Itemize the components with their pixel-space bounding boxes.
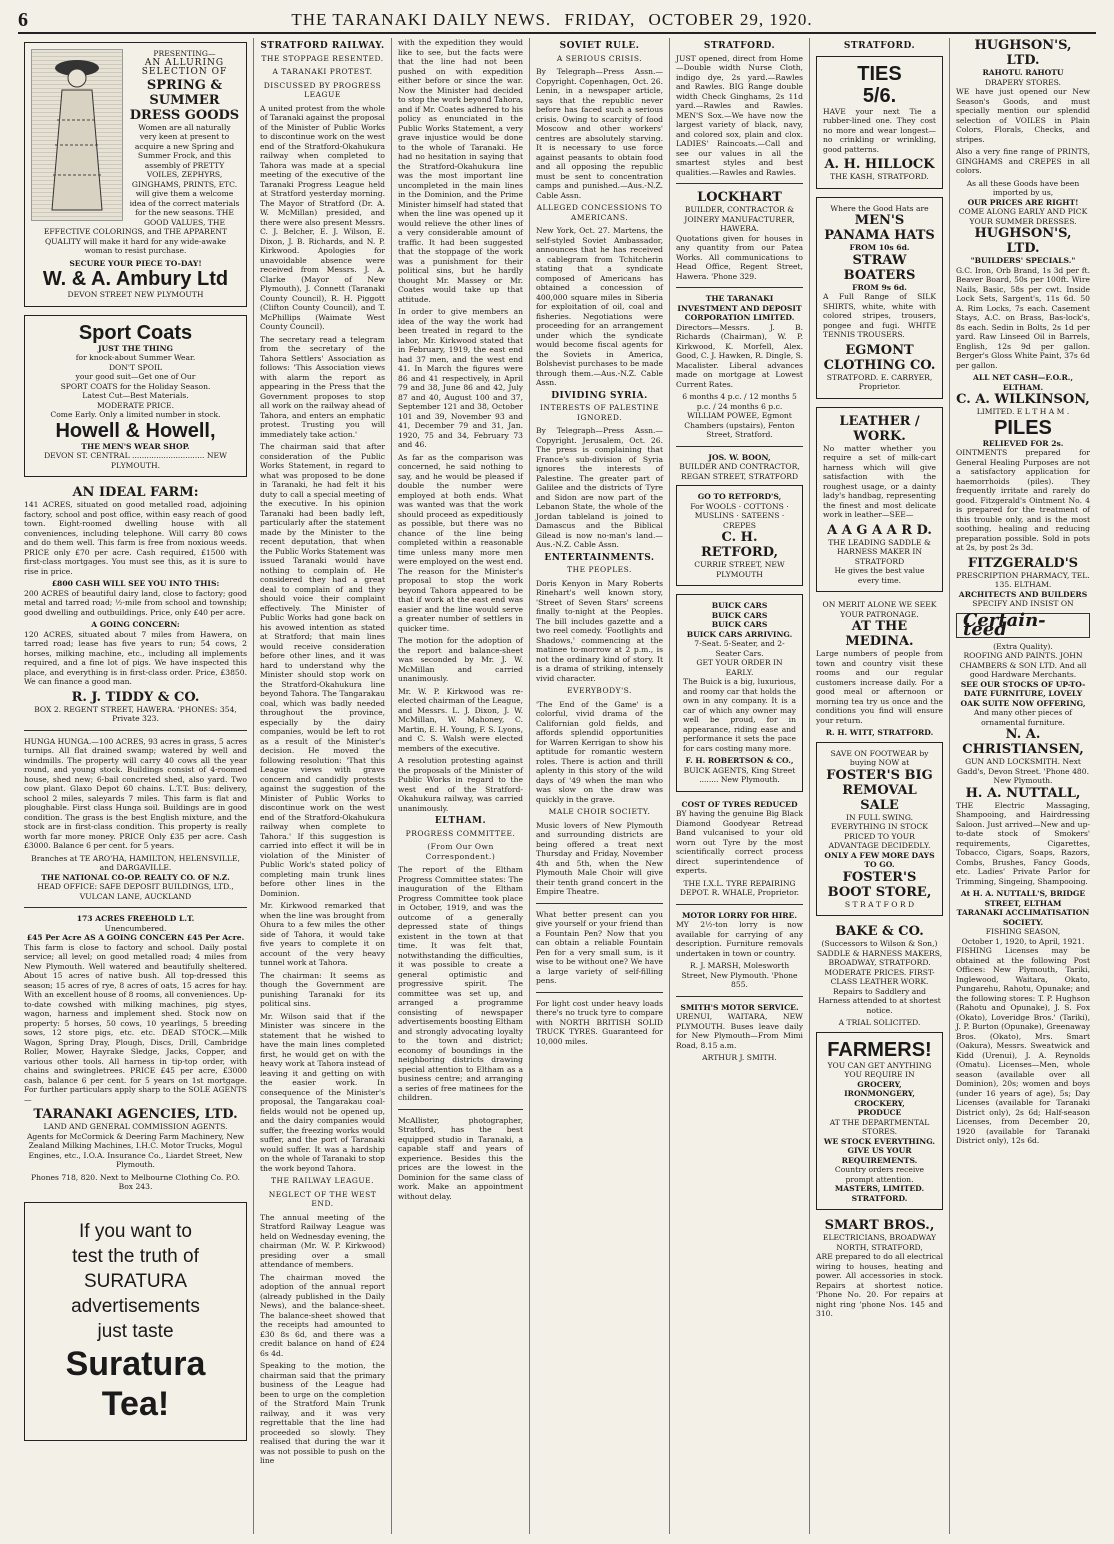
column-7	[950, 38, 1096, 1534]
retford-ad	[676, 485, 803, 586]
acres-agency: TARANAKI AGENCIES, LTD.	[33, 1107, 238, 1122]
foster-body: IN FULL SWING. EVERYTHING IN STOCK PRICED TO YOUR ADVANTAGE DECIDEDLY.	[828, 812, 931, 850]
hughson-prints: Also a very fine range of PRINTS, GINGHAMS and CREPES in all colors.	[956, 147, 1090, 175]
everybodys-title: EVERYBODY'S.	[567, 686, 632, 695]
smart-body: ARE prepared to do all electrical wiring to houses, heating and power. All accessories in stock. Repairs at shortest notice. 'Phone No. 20. For repairs at night ring 'phone Nos. 145 and 310.	[816, 1252, 943, 1318]
farm-p1: 141 ACRES, situated on good metalled road, adjoining factory, school and post office, within easy reach of good town. Eight-roomed dwelling house with all conveniences, including telephone. Will carry 80 cows and do them well. This farm is free from noxious weeds. PRICE only £70 per acre. Cash required, £1500 with first-class mortgages. You must see this, as it is sure to rise in price.	[24, 500, 247, 576]
syria-body: By Telegraph—Press Assn.—Copyright. Jerusalem, Oct. 26. The press is complaining that France's sub-division of Syria ignores the interests of Palestine. The greater part of Galilee and the districts of Tyre and Sidon are now part of the Lebanon State, the whole of the Jordan tableland is joined to Damascus and the Biblical Gilead is now no-man's land.—Aus.-N.Z. Cable Assn.	[536, 426, 663, 549]
hillock-sub: THE KASH, STRATFORD.	[830, 172, 929, 181]
medina-body: Large numbers of people from town and country visit these rooms and our regular customers increase daily. For a good meal or afternoon or morning tea try us once and the conditions you find will ensure your return.	[816, 649, 943, 725]
ambury-name: W. & A. Ambury Ltd	[42, 268, 229, 290]
sport-line3: DON'T SPOIL	[108, 362, 163, 372]
robertson-name: F. H. ROBERTSON & CO.,	[685, 756, 794, 765]
piles-body: OINTMENTS prepared for General Healing Purposes are not a satisfactory application for haemorrhoids (piles). They frequently irritate and rarely do good. Fitzgerald's Ointment No. 4 is prepared for the treatment of this trouble only, and is the most soothing, healing and reducing preparation possible. Sold in pots at 2s, by post 2s 3d.	[956, 448, 1090, 552]
straw-title: STRAW BOATERS	[843, 252, 916, 283]
mail-title: SMITH'S MOTOR SERVICE.	[680, 1002, 799, 1012]
hats-where: Where the Good Hats are	[830, 203, 929, 213]
lockhart-body: Quotations given for houses in any quantity from our Patea Works. All communications to Head Office, Regent Street, Hawera. 'Phone 329.	[676, 233, 803, 281]
railway-p9: Speaking to the motion, the chairman said that the primary business of the League had been to urge on the completion of the Stratford Main Trunk railway, and it was very regrettable that the line had proceeded so slowly. They realised that during the war it was not possible to push on the line	[260, 1361, 385, 1465]
ties-price: 5/6.	[862, 84, 897, 107]
buick-ad	[676, 594, 803, 792]
league-p5: Mr. W. P. Kirkwood was re-elected chairman of the League, and Messrs. L. J. Dixon, J. W. McMillan, W. Mahoney, C. Martin, E. H. Young, F. S. Lyons, and C. S. Walsh were elected members of the executive.	[398, 686, 523, 753]
witt-line: R. H. WITT, STRATFORD.	[825, 728, 934, 737]
acres-price: £45 Per Acre AS A GOING CONCERN £45 Per Acre.	[26, 933, 245, 942]
aagaard-sub: THE LEADING SADDLE & HARNESS MAKER IN STRATFORD	[828, 537, 931, 566]
farmers-grocery: GROCERY,	[857, 1079, 902, 1089]
tea-line4: advertisements	[71, 1295, 200, 1317]
furniture-see: SEE OUR STOCKS OF UP-TO-DATE FURNITURE, LOVELY OAK SUITE NOW OFFERING,	[960, 679, 1086, 708]
ties-body: HAVE your next Tie a rubber-lined one. They cost no more and wear longest—no crinkling or wrinkling, good patterns.	[823, 106, 936, 154]
alleged-body: New York, Oct. 27. Martens, the self-styled Soviet Ambassador, announces that he has received a cablegram from Tchitcherin stating that a syndicate composed of Americans has obtained a concession of 400,000 square miles in Siberia for exploitation of oil, coal and fisheries. Negotiations were proceeding for an arrangement under which the syndicate would become fiscal agents for the Soviets in America, Bolshevist purchases to be made through them.—Aus.-N.Z. Cable Assn.	[536, 226, 663, 387]
piles-sub: RELIEVED FOR 2s.	[982, 438, 1064, 448]
fitz-name: FITZGERALD'S	[967, 555, 1079, 571]
peoples-title: THE PEOPLES.	[567, 565, 632, 574]
foster-sale: FOSTER'S BIG REMOVAL SALE	[826, 767, 933, 813]
paper-name: THE TARANAKI DAILY NEWS.	[291, 10, 552, 29]
farm-ad	[24, 485, 247, 901]
paper-day: FRIDAY,	[564, 10, 636, 29]
farm-p2: 200 ACRES of beautiful dairy land, close to factory; good metal and tarred road; ½-mile from school and township; good dwelling and outbuildings. Price, only £40 per acre.	[24, 588, 247, 617]
buick-models: 7-Seat. 5-Seater, and 2-Seater Cars.	[694, 639, 785, 658]
tea-brand2: Tea!	[101, 1384, 170, 1423]
acres-body: This farm is close to factory and school. Daily postal service; all level; on good metalled road; 4 miles from New Plymouth. Well watered and beautifully sheltered. About 15 acres of native bush. All top-dressed this season; 15 acres of rye, 8 acres of oats, 15 acres for hay. With an excellent house of 8 rooms, all conveniences. Up-to-date cowshed with milking machines, pig styes, wagon, harness and implement shed. Stock now on property: 5 horses, 50 cows, 10 yearlings, 5 breeding sows, 12 store pigs, etc. etc. DEAD STOCK.—Milk Wagon, Spring Dray, Plough, Discs, Drill, Cambridge Roller, Mower, Hayrake Sledge, Jacks, Copper, and various other tools. All harness in tip-top order, with chains and swingletrees. PRICE £45 per acre, £3000 cash, balance 6 per cent. for 5 years on 1st mortgage. For further particulars apply sharp to the SOLE AGENTS—	[24, 942, 247, 1104]
column-3	[392, 38, 530, 1534]
farm-p4: HUNGA HUNGA.—100 ACRES, 93 acres in grass, 5 acres turnips. All flat drained swamp; watered by well and windmills. The property will carry 40 cows all the year round, and young stock. Buildings consist of 4-roomed house, shed new; 6-bail concreted shed, also yard. Two cow plant. Glaxo Depot 60 chains. L.T.T. Bus: delivery, school 2 miles, saleyards 7 miles. This farm is flat and ploughable. First class Hunga soil. Buildings are in good condition. The grass is the best English mixture, and the stock are in first-class condition. This property is really worth far more money. PRICE Only £35 per acre. Cash £3000. Balance 6 per cent. for 5 years.	[24, 736, 247, 850]
ambury-tagline: AN ALLURING SELECTION OF	[141, 57, 228, 77]
eltham-corr: (From Our Own Correspondent.)	[425, 842, 496, 861]
hughson-drapery: DRAPERY STORES.	[985, 77, 1061, 87]
c6-stratford: STRATFORD.	[843, 41, 916, 51]
sport-line1: JUST THE THING	[97, 343, 174, 353]
acres-contact: Phones 718, 820. Next to Melbourne Clothing Co. P.O. Box 243.	[31, 1172, 240, 1191]
sport-line6: Latest Cut—Best Materials.	[82, 391, 189, 400]
ambury-title1: SPRING & SUMMER	[146, 77, 223, 108]
marsh-line: R. J. MARSH, Molesworth Street, New Plymouth. 'Phone 855.	[681, 961, 798, 989]
tyres-body: BY having the genuine Big Black Diamond Goodyear Retread Band vulcanised to your old worn out Tyre by the most scientifically correct process direct superintendence of experts.	[676, 809, 803, 875]
ambury-intro: PRESENTING—	[153, 49, 216, 58]
invest-title: THE TARANAKI INVESTMENT AND DEPOSIT CORPORATION LIMITED.	[677, 294, 802, 322]
soviet-body: By Telegraph—Press Assn.—Copyright. Copenhagen, Oct. 26. Lenin, in a newspaper article, says that the republic never before has faced such a serious crisis. Owing to scarcity of food Moscow and other workers' centres are absolutely starving. It is necessary to use force against peasants to obtain food and all opposing the republic must be sent to concentration camps and punished.—Aus.-N.Z. Cable Assn.	[536, 67, 663, 200]
bake-name: BAKE & CO.	[835, 924, 924, 939]
hughson-reduced: As all these Goods have been imported by us,	[966, 178, 1080, 197]
christiansen-name: N. A. CHRISTIANSEN,	[962, 727, 1084, 757]
hughson-come: COME ALONG EARLY AND PICK YOUR SUMMER DRESSES.	[958, 207, 1088, 226]
whale-line: THE I.X.L. TYRE REPAIRING DEPOT. R. WHALE, Proprietor.	[679, 878, 800, 897]
hillock-name: A. H. HILLOCK	[824, 157, 935, 172]
farm-cash: £800 CASH WILL SEE YOU INTO THIS:	[51, 579, 220, 588]
ambury-body: Women are all naturally very keen at present to acquire a new Spring and Summer Frock, and this assembly of PRETTY VOILES, ZEPHYRS, GINGHAMS, PRINTS, ETC. will give them a welcome idea of the correct materials for the new seasons. THE GOOD VALUES, THE EFFECTIVE COLORINGS, and THE APPARENT QUALITY will make it hard for any wide-awake woman to resist purchase.	[43, 122, 240, 255]
league-p1: with the expedition they would like to see, but the facts were that the line had not been pushed on with expedition either before or since the war. Now the Minister had decided to stop the work beyond Tahora, and if Mr. Coates adhered to his policy as enunciated in the Public Works Statement, a very grave injustice would be done to the whole of Taranaki. He had no hesitation in saying that the Stratford-Okahukura line was the most important line uncompleted in the main lines in the Dominion, and the Prime Minister himself had stated that when the line was opened up it would relieve the other lines of a very considerable amount of traffic. It had been suggested that the stoppage of the work was a punishment for their political sins, but he hardly thought Mr. Massey or Mr. Coates would take up that attitude.	[398, 38, 523, 304]
medina-note: ON MERIT ALONE WE SEEK YOUR PATRONAGE.	[822, 600, 937, 619]
eltham-title: ELTHAM.	[434, 816, 487, 826]
syria-title: DIVIDING SYRIA.	[551, 390, 648, 401]
alleged-title: ALLEGED CONCESSIONS TO AMERICANS.	[536, 203, 663, 222]
soviet-title: SOVIET RULE.	[559, 41, 640, 51]
retford-name: C. H. RETFORD,	[700, 530, 779, 560]
foster-top: SAVE ON FOOTWEAR by buying NOW at	[830, 748, 929, 767]
straw-price: FROM 9s 6d.	[852, 282, 907, 292]
farmers-crockery: CROCKERY,	[854, 1098, 905, 1108]
acres-sub: Unencumbered.	[104, 923, 167, 933]
specify-line: SPECIFY AND INSIST ON	[972, 599, 1074, 608]
christiansen-sub: GUN AND LOCKSMITH. Next Gadd's, Devon Street. 'Phone 480. New Plymouth.	[957, 757, 1089, 785]
hughson-name-2: HUGHSON'S, LTD.	[974, 226, 1072, 256]
everybodys-body: 'The End of the Game' is a colorful, vivid drama of the Californian gold fields, and affords splendid opportunities for Warren Kerrigan to show his aptitude for romantic western roles. There is action and thrill aplenty in this story of the wild days of '49 when the man who was slow on the draw was quickly in the grave.	[536, 699, 663, 804]
sport-line2: for knock-about Summer Wear.	[75, 353, 196, 362]
tyres-title: COST OF TYRES REDUCED	[681, 799, 798, 809]
peoples-body: Doris Kenyon in Mary Roberts Rinehart's well known story, 'Street of Seven Stars' screens finally to-night at the Peoples. The bill includes gazette and a two reel comedy. 'Footlights and Shadows,' commencing at the matinee to-morrow at 2 p.m., is not the ordinary kind of story. It is a drama of striking, intensely vivid character.	[536, 578, 663, 683]
ties-title: TIES	[857, 62, 902, 85]
panama-price: FROM 10s 6d.	[849, 243, 910, 252]
column-1	[18, 38, 254, 1534]
tyres-ad: For light cost under heavy loads there's no truck tyre to compare with NORTH BRITISH SOLID TRUCK TYRES. Guaranteed for 10,000 miles.	[536, 998, 663, 1046]
mcallister-ad: McAllister, photographer, Stratford, has the best equipped studio in Taranaki, a capable staff and years of experience. Besides this the prices are the lowest in the Dominion for the same class of work. Make an appointment without delay.	[398, 1115, 523, 1201]
railway-p6: Mr. Wilson said that if the Minister was sincere in the statement that he wished to have the main lines completed first, he would get on with the heavy work at Tahora instead of leaving it and getting on with the easier work. In consequence of the Minister's proposal, the Tangarakau coal-fields would not be opened up, and the dairy companies would suffer, the freezing works would suffer, and the port of Taranaki would suffer. It was a hardship on the whole of Taranaki to stop the work beyond Tahora.	[260, 1011, 385, 1173]
ambury-address: DEVON STREET NEW PLYMOUTH	[67, 290, 204, 299]
buick-1: BUICK CARS	[711, 601, 768, 610]
masthead-title	[287, 10, 816, 30]
invest-body: Directors—Messrs. J. B. Richards (Chairman), W. P. Kirkwood, K. Morfell, Alex. Good, C. J. Hawken, R. Dingle, S. Macalister. Liberal advances made on mortgage at Lowest Current Rates.	[676, 322, 803, 389]
masters-name: MASTERS, LIMITED. STRATFORD.	[834, 1184, 925, 1203]
buick-3: BUICK CARS	[711, 620, 768, 629]
farmers-ironmongery: IRONMONGERY,	[844, 1089, 915, 1098]
ambury-secure: SECURE YOUR PIECE TO-DAY!	[69, 258, 202, 268]
railway-p1: A united protest from the whole of Taranaki against the proposal of the Minister of Public Works to discontinue work on the west end of the Stratford-Okahukura railway when completed to Tahora was made at a special meeting of the executive of the Taranaki Progress League held at Stratford yesterday morning. The Mayor of Stratford (Dr. A. W. McMillan) presided, and there were also present Messrs. C. J. Belcher, E. J. Wilson, E. Dixon, J. B. Richards, and N. P. Kirkwood. Apologies for unavoidable absence were received from Messrs. J. A. Clarke (Mayor of New Plymouth), J. Connett (Taranaki County Council), R. H. Piggott (Clifton County Council), and T. McPhillips (Waimate West County Council).	[260, 103, 385, 331]
sport-line7: MODERATE PRICE.	[96, 400, 175, 410]
railway-p4: Mr. Kirkwood remarked that when the line was brought from Ohura to a few miles the other side of Tahora, it would take five years to complete it on account of the very heavy tunnel work at Tahora.	[260, 901, 385, 967]
suratura-ad	[24, 1202, 247, 1441]
sport-line8: Come Early. Only a limited number in stock.	[50, 410, 221, 419]
buick-order: GET YOUR ORDER IN EARLY.	[696, 658, 783, 677]
bake-sub: A TRIAL SOLICITED.	[838, 1018, 921, 1027]
pen-ad: What better present can you give yourself or your friend than a Fountain Pen? Now that you can obtain a reliable Fountain Pen for a very small sum, is it wise to be without one? We have a large variety of self-filling pens.	[536, 909, 663, 985]
fishing-body: FISHING Licenses may be obtained at the following Post Offices: New Plymouth, Tariki, Inglewood, Waitara, Okato, Pungarehu, Rahotu, Opunake; and the following stores: T. P. Hughson (Rahotu and Opunake), J. S. Fox (Okato), Loveridge Bros.' (Tariki), J. P. Burton (Opunake), Greenaway Bros. (Okato), Mrs. Smart (Oakura), Messrs. Sweatwick and Kidd (Urenui), J. A. Reynolds (Omatu). Licenses—Men, whole season (available over all Dominion), 20s; women and boys (under 16 years of age), 5s; Day Licenses (available for Taranaki District only), 2s 6d; Half-season Licenses, from December 20, 1920 (available for Taranaki District only), 12s 6d.	[956, 946, 1090, 1145]
tea-line2: test the truth of	[72, 1245, 199, 1267]
railway-p7: The annual meeting of the Stratford Railway League was held on Wednesday evening, the chairman (Mr. W. P. Kirkwood) presiding over a small attendance of members.	[260, 1212, 385, 1269]
nuttall-body: THE Electric Massaging, Shampooing, and Hairdressing Saloon. Just arrived—New and up-to-date stock of Smokers' requirements, Cigarettes, Tobacco, Cigars, Soaps, Razors, Combs, Brushes, Fancy Goods, etc. Ladies' Private Parlor for Trimming, Singeing, Shampooing.	[956, 800, 1090, 886]
farmers-ad	[816, 1032, 943, 1211]
foster-ad	[816, 742, 943, 917]
sport-title: Sport Coats	[78, 321, 193, 344]
acres-ad	[24, 914, 247, 1192]
eltham-p7: The report of the Eltham Progress Committee states: The inauguration of the Eltham Progress Committee took place in October, 1919, and was the outcome of a generally depressed state of things existent in the town at that time. It was felt that, notwithstanding the difficulties, it was possible to create a general optimistic and progressive spirit. The committee was set up, and arranged a programme consisting of newspaper advertisements boosting Eltham and strongly advocating loyalty to the town and district; economy of boundings in the neighboring districts drawing special attention to Eltham as a business centre; and arranging a series of free matinees for the children.	[398, 865, 523, 1102]
ent-title: ENTERTAINMENTS.	[544, 552, 655, 563]
column-5	[670, 38, 810, 1534]
farm-agent: R. J. TIDDY & CO.	[71, 689, 200, 705]
sport-coats-ad	[24, 315, 247, 478]
railway-p8: The chairman moved the adoption of the annual report (already published in the Daily News), and the balance-sheet. The balance-sheet showed that the receipts had amounted to £30 8s 6d, and there was a credit balance on hand of £24 6s 4d.	[260, 1272, 385, 1358]
ambury-ad	[24, 42, 247, 307]
columns	[18, 38, 1096, 1534]
choir-body: Music lovers of New Plymouth and surrounding districts are being offered a treat next Thursday and Friday, November 4th and 5th, when the New Plymouth Male Choir will give their tenth grand concert in the Empire Theatre.	[536, 820, 663, 896]
invest-powee: WILLIAM POWEE, Egmont Chambers (upstairs), Fenton Street, Stratford.	[684, 411, 795, 439]
nuttall-addr: At H. A. NUTTALL'S, BRIDGE STREET, ELTHAM	[960, 889, 1086, 908]
builders-nett: ALL NET CASH—F.O.R., ELTHAM.	[972, 373, 1074, 392]
railway-sub5: NEGLECT OF THE WEST END.	[268, 1189, 377, 1208]
farm-p3: 120 ACRES, situated about 7 miles from Hawera, on tarred road; lease has five years to run; 54 cows, 2 horses, milking machine, etc., including all implements required, and a fine lot of pigs. We have inspected this place, and everything is in first-class order. Price, £3850. We can finance a good man.	[24, 629, 247, 686]
c5-stratford: STRATFORD.	[703, 41, 776, 51]
builders-body: G.C. Iron, Orb Brand, 1s 3d per ft. Beaver Board, 50s per 100ft. Wire Nails, Basic, 58s per cwt. Inside Lock Sets, Sargent's, 11s 6d. 50 A. Rim Locks, 7s each. Casement Stays, A.C. on Brass, Bas-lock's, 8s each. Sedin in Bolts, 2s 1d per yard. Raw Linseed Oil in Barrels, English, 12s 9d per gallon. Berger's Gloss White Paint, 37s 6d per gallon.	[956, 265, 1090, 370]
sport-address: DEVON ST. CENTRAL .............................. NEW PLYMOUTH.	[44, 451, 227, 470]
panama-title: MEN'S PANAMA HATS	[824, 213, 935, 243]
wilkinson-name: C. A. WILKINSON,	[956, 392, 1090, 407]
buick-body: The Buick is a big, luxurious, and roomy car that holds the own in any company. It is a car of which any owner may well be proud, for in appearance, riding ease and performance it sets the pace for cars costing many more.	[683, 677, 796, 753]
mail-footer: ARTHUR J. SMITH.	[702, 1053, 777, 1062]
league-p3: As far as the comparison was concerned, he said nothing to say, and he would be pleased if double the number were employed at both ends. What was wanted was that the work should proceed as expeditiously as possible, but there was no chance of the line being completed within a reasonable time unless many more men were employed on the west end. The reason for the Minister's proposal to stop the work beyond Tahora appeared to be that if work at the east end was easier and the line would serve a greater number of settlers in quicker time.	[398, 452, 523, 633]
eltham-sub: PROGRESS COMMITTEE.	[405, 828, 516, 838]
farm-title: AN IDEAL FARM:	[72, 485, 199, 500]
acres-agency-sub: LAND AND GENERAL COMMISSION AGENTS.	[43, 1122, 228, 1131]
sport-sub: THE MEN'S WEAR SHOP.	[81, 441, 190, 451]
aagaard-name: A A G A A R D.	[827, 522, 932, 538]
robertson-sub: BUICK AGENTS, King Street ........ New Plymouth.	[683, 765, 796, 784]
lorry-title: MOTOR LORRY FOR HIRE.	[681, 910, 798, 920]
hughson-name-1: HUGHSON'S, LTD.	[974, 38, 1072, 68]
leather-ad	[816, 407, 943, 593]
lady-figure-icon	[31, 49, 123, 221]
farmers-stock: WE STOCK EVERYTHING. GIVE US YOUR REQUIREMENTS.	[823, 1136, 936, 1165]
lockhart-sub: BUILDER, CONTRACTOR & JOINERY MANUFACTURER, HAWERA.	[684, 205, 795, 233]
piles-title: PILES	[994, 416, 1052, 439]
sport-name: Howell & Howell,	[55, 419, 216, 442]
fishing-dates: October 1, 1920, to April, 1921.	[961, 936, 1085, 946]
railway-sub4: THE RAILWAY LEAGUE.	[270, 1176, 375, 1185]
medina-title: AT THE MEDINA.	[845, 619, 914, 649]
leather-title: LEATHER / WORK.	[839, 413, 920, 444]
retford-list: For WOOLS · COTTONS · MUSLINS · SATEENS · CREPES	[690, 501, 789, 530]
farm-coop: THE NATIONAL CO-OP. REALTY CO. OF N.Z.	[41, 872, 230, 882]
farmers-produce: PRODUCE	[857, 1108, 902, 1117]
retford-addr: CURRIE STREET, NEW PLYMOUTH	[694, 560, 785, 579]
syria-sub: INTERESTS OF PALESTINE IGNORED.	[540, 403, 659, 422]
certain-teed-logo: Certain-teed	[956, 613, 1090, 638]
acres-title: 173 ACRES FREEHOLD L.T.	[76, 914, 195, 923]
bake-body: (Successors to Wilson & Son,) SADDLE & HARNESS MAKERS, BROADWAY, STRATFORD. MODERATE PRICES. FIRST-CLASS LEATHER WORK. Repairs to Saddlery and Harness attended to at shortest notice.	[816, 939, 943, 1015]
ties-ad	[816, 56, 943, 189]
railway-title: STRATFORD RAILWAY.	[260, 41, 385, 51]
farm-coop-office: HEAD OFFICE: SAFE DEPOSIT BUILDINGS, LTD., VULCAN LANE, AUCKLAND	[37, 882, 234, 901]
lady-illustration-icon	[32, 50, 122, 220]
choir-title: MALE CHOIR SOCIETY.	[548, 807, 651, 816]
railway-sub: THE STOPPAGE RESENTED.	[261, 53, 384, 63]
farmers-country: Country orders receive prompt attention.	[834, 1165, 925, 1184]
sport-line5: SPORT COATS for the Holiday Season.	[60, 381, 211, 391]
farmers-title: FARMERS!	[827, 1038, 932, 1061]
fishing-title: FISHING SEASON,	[985, 927, 1061, 936]
mail-body: URENUI, WAITARA, NEW PLYMOUTH. Buses leave daily for New Plymouth—From Mimi Road, 8.15 a.m.	[676, 1012, 803, 1050]
leather-body: No matter whether you require a set of milk-cart harness which will give satisfaction with the roughest usage, or a dainty lady's handbag, representing the finest and most delicate work in leather—SEE—	[823, 443, 936, 519]
lockhart-name: LOCKHART	[697, 190, 782, 205]
hughson-body: WE have just opened our New Season's Goods, and must specially mention our splendid selection of VOILES in Plain Colors, Florals, Checks, and stripes.	[956, 87, 1090, 144]
masthead	[18, 8, 1096, 34]
farmers-body: YOU CAN GET ANYTHING YOU REQUIRE IN	[827, 1060, 932, 1079]
hats-ad	[816, 197, 943, 399]
buick-arriving: BUICK CARS ARRIVING.	[686, 629, 793, 639]
fitz-sub: PRESCRIPTION PHARMACY, TEL. 135. ELTHAM.	[956, 570, 1090, 589]
nuttall-name: H. A. NUTTALL,	[965, 785, 1081, 801]
farmers-dept: AT THE DEPARTMENTAL STORES.	[829, 1117, 930, 1136]
hughson-towns: RAHOTU. RAHOTU	[982, 68, 1064, 77]
farm-branches: Branches at TE ARO'HA, HAMILTON, HELENSVILLE, and DARGAVILLE.	[31, 853, 240, 872]
furniture-see2: And many other pieces of ornamental furniture.	[973, 708, 1073, 727]
league-p4: The motion for the adoption of the report and balance-sheet was seconded by Mr. J. W. McMillan and carried unanimously.	[398, 636, 523, 683]
boon-sub: BUILDER AND CONTRACTOR, REGAN STREET, STRATFORD	[679, 462, 800, 481]
railway-sub3: DISCUSSED BY PROGRESS LEAGUE	[263, 80, 382, 99]
column-2	[254, 38, 392, 1534]
farm-agent-addr: BOX 2. REGENT STREET, HAWERA. 'PHONES: 354, Private 323.	[34, 704, 237, 723]
farm-concern: A GOING CONCERN:	[91, 620, 180, 629]
egmont-sub: STRATFORD. E. CARRYER, Proprietor.	[826, 372, 933, 391]
roofing-line: ROOFING AND PAINTS. JOHN CHAMBERS & SON LTD. And all good Hardware Merchants.	[959, 651, 1087, 679]
railway-sub2: A TARANAKI PROTEST.	[272, 67, 373, 76]
invest-rates: 6 months 4 p.c. / 12 months 5 p.c. / 24 months 6 p.c.	[682, 392, 797, 411]
accl-title: TARANAKI ACCLIMATISATION SOCIETY.	[956, 908, 1090, 927]
certain-quality: (Extra Quality).	[993, 641, 1053, 651]
tea-line3: SURATURA	[83, 1270, 188, 1292]
ambury-title2: DRESS GOODS	[129, 107, 240, 123]
tea-line1: If you want to	[78, 1220, 192, 1242]
lorry-body: MY 2½-ton lorry is now available for carrying of any description. Furniture removals undertaken in town or country.	[676, 920, 803, 958]
page-number: 6	[18, 8, 28, 31]
league-p2: In order to give members an idea of the way the work had been treated in regard to the labor, Mr. Kirkwood stated that in February, 1919, the east end had 37 men, and the west end 41. In March the figures were 86 and 41 respectively, in April 79 and 38, June 86 and 42, July 87 and 40, August 100 and 37, September 121 and 38, October 101 and 39, November 93 and 41, December 79 and 31, Jan. 1920, 75 and 34, February 73 and 46.	[398, 307, 523, 449]
smart-sub: ELECTRICIANS, BROADWAY NORTH, STRATFORD,	[822, 1233, 937, 1252]
arch-title: ARCHITECTS AND BUILDERS	[958, 589, 1088, 599]
egmont-name: EGMONT CLOTHING CO.	[823, 342, 936, 373]
railway-p2: The secretary read a telegram from the secretary of the Tahora Settlers' Association as follows: 'This Association views with alarm the report as appearing in the Press that the Government proposes to stop all work on the railway ahead of Tahora, and enters an emphatic protest. Trusting you will immediately take action.'	[260, 334, 385, 439]
paper-date: OCTOBER 29, 1920.	[648, 10, 813, 29]
boon-name: JOS. W. BOON,	[708, 452, 771, 462]
retford-title: GO TO RETFORD'S,	[697, 492, 782, 501]
smart-name: SMART BROS.,	[824, 1218, 935, 1233]
column-6	[810, 38, 950, 1534]
soviet-sub: A SERIOUS CRISIS.	[556, 53, 643, 63]
foster-name: FOSTER'S BOOT STORE,	[827, 869, 932, 900]
straw-body: A Full Range of SILK SHIRTS, white, white with colored stripes, trousers, pongee and fugi. WHITE TENNIS TROUSERS.	[823, 292, 936, 339]
aagaard-note: He gives the best value every time.	[834, 566, 925, 585]
acres-agency-body: Agents for McCormick & Deering Farm Machinery, New Zealand Milking Machines, I.H.C. Motor Trucks, Mogul Engines, etc., I.O.A. Insurance Co., Liardet Street, New Plymouth.	[26, 1131, 245, 1169]
wilkinson-sub: LIMITED. E L T H A M .	[976, 407, 1070, 416]
column-4	[530, 38, 670, 1534]
tea-line5: just taste	[97, 1320, 174, 1342]
foster-days: ONLY A FEW MORE DAYS TO GO.	[824, 850, 935, 869]
hughson-prices: OUR PRICES ARE RIGHT!	[967, 197, 1079, 207]
rawles-ads: JUST opened, direct from Home—Double width Nurse Cloth, indigo dye, 2s yard.—Rawles and Rawles. BIG Range double width Check Ginghams, 2s 11d yard.—Rawles and Rawles. MEN'S Sox.—We have now the largest variety of black, navy, and colored sox, plain and clox. LADIES' Raincoats.—Call and see our values in all the smartest styles and best qualities.—Rawles and Rawles.	[676, 53, 803, 177]
tea-brand: Suratura	[65, 1344, 206, 1383]
buick-2: BUICK CARS	[711, 610, 768, 620]
sport-line4: your good suit—Get one of Our	[75, 372, 196, 381]
league-p6: A resolution protesting against the proposals of the Minister of Public Works in regard to the west end of the Stratford-Okahukura railway, was carried unanimously.	[398, 756, 523, 813]
builders-specials: "BUILDERS' SPECIALS."	[970, 256, 1076, 265]
railway-p5: The chairman: It seems as though the Government are punishing Taranaki for its political sins.	[260, 970, 385, 1008]
foster-town: S T R A T F O R D	[844, 899, 915, 909]
railway-p3: The chairman said that after consideration of the Public Works Statement, in regard to what was proposed to be done in Taranaki, he had felt it his duty to call a special meeting of the executive. In his opinion Taranaki had been badly left, particularly after the statement made by the Minister to the recent deputation, that when the Public Works Statement was issued Taranaki would have nothing to complain of. He considered they had a great deal to complain of and they should voice their complaint effectively. The Minister of Public Works had gone back on his avowed intention as stated at Stratford; that main lines would receive consideration before other lines, and it was hard to understand why the Minister should stop work on the Stratford-Okahukura line beyond Tahora. The Tangarakau coal, which was badly needed throughout the province, especially by the dairy companies, would be left to rot as a result of the Minister's decision. He moved the following resolution: 'That this League views with grave concern and candidly protests against the suggestion of the Minister of Public Works to discontinue work on the west end of the Stratford-Okahukura railway when complete to Tahora.' If this suggestion is carried into effect it will be in violation of the Minister of Public Work's stated policy of completing main trunk lines before other lines in the Dominion.	[260, 442, 385, 898]
